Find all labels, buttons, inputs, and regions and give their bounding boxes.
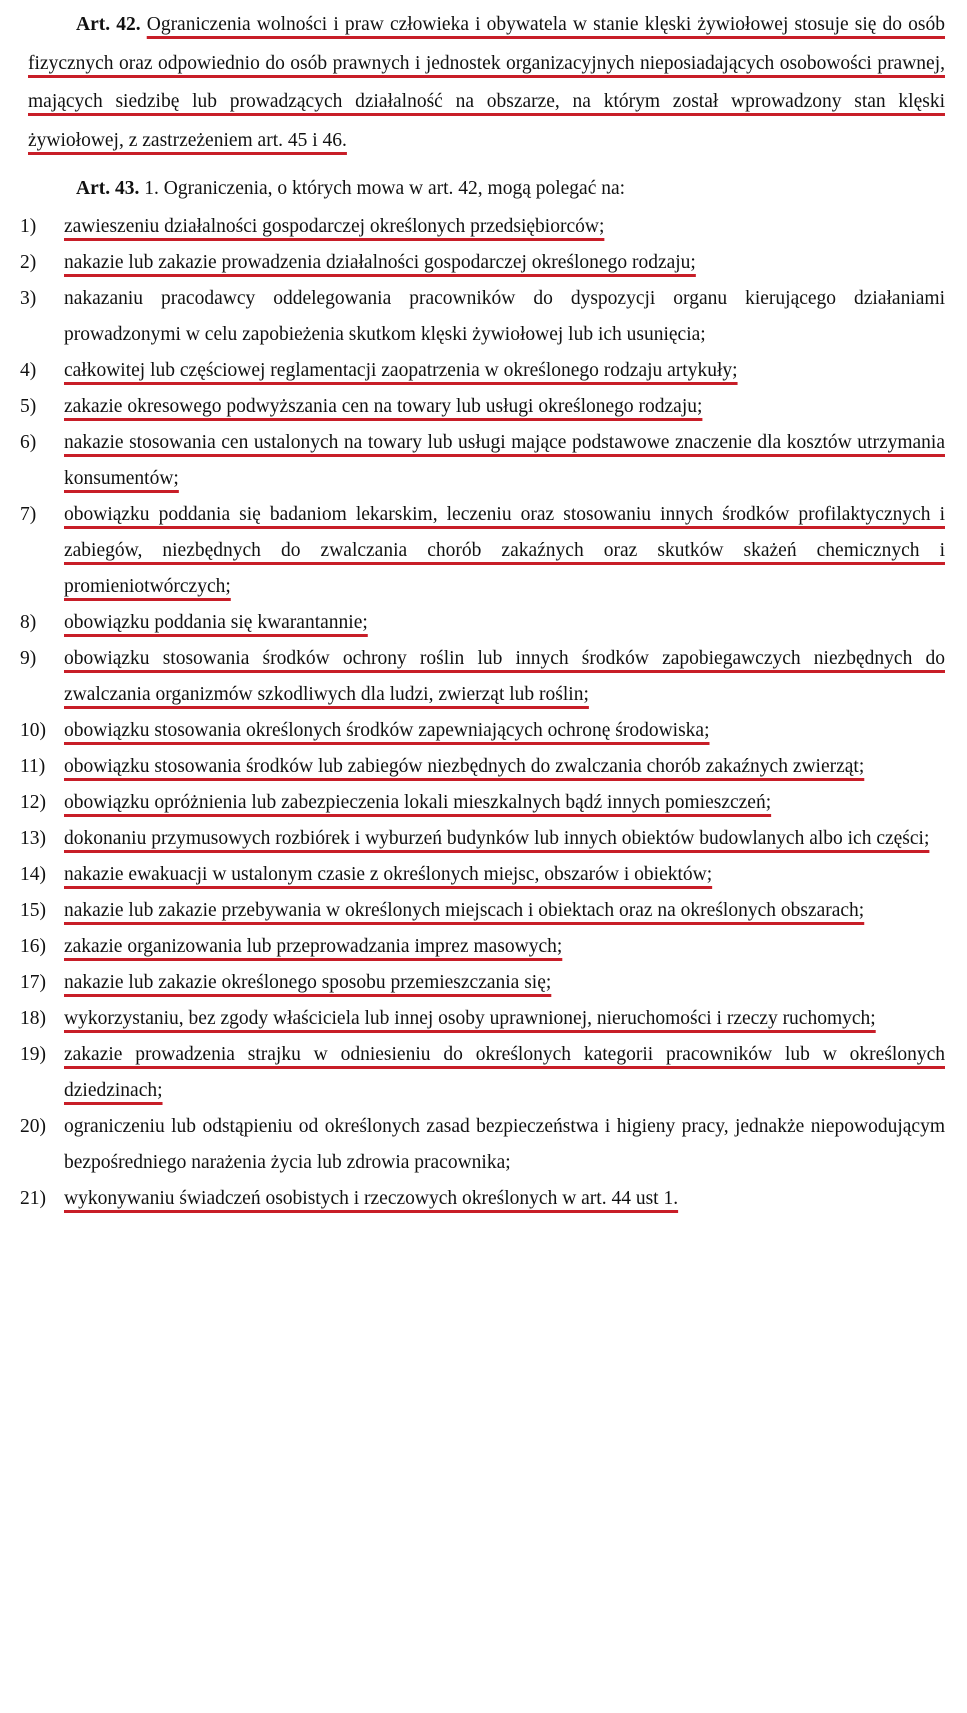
item-text: zakazie prowadzenia strajku w odniesieniu do określonych kategorii pracowników lub w określonych dziedzinach;	[64, 1043, 945, 1101]
item-number: 11)	[20, 755, 46, 777]
item-text: zawieszeniu działalności gospodarczej określonych przedsiębiorców;	[64, 215, 605, 237]
item-text: obowiązku poddania się kwarantannie;	[64, 611, 368, 633]
article-42-heading: Art. 42.	[76, 14, 141, 35]
item-text: wykonywaniu świadczeń osobistych i rzeczowych określonych w art. 44 ust 1.	[64, 1187, 679, 1209]
item-number: 9)	[20, 647, 37, 669]
item-number: 8)	[20, 611, 37, 633]
restrictions-list	[20, 209, 945, 1217]
list-item	[20, 353, 945, 389]
list-item	[20, 1109, 945, 1181]
item-text: nakazaniu pracodawcy oddelegowania pracowników do dyspozycji organu kierującego działaniami prowadzonymi w celu zapobieżenia skutkom klęski żywiołowej lub ich usunięcia;	[64, 287, 945, 345]
item-text: ograniczeniu lub odstąpieniu od określonych zasad bezpieczeństwa i higieny pracy, jednakże niepowodującym bezpośredniego narażenia życia lub zdrowia pracownika;	[64, 1115, 945, 1173]
article-43-heading: Art. 43.	[76, 178, 140, 199]
list-item	[20, 785, 945, 821]
item-text: obowiązku stosowania środków ochrony roślin lub innych środków zapobiegawczych niezbędnych do zwalczania organizmów szkodliwych dla ludzi, zwierząt lub roślin;	[64, 647, 945, 705]
list-item	[20, 713, 945, 749]
item-text: obowiązku stosowania środków lub zabiegów niezbędnych do zwalczania chorób zakaźnych zwierząt;	[64, 755, 865, 777]
item-number: 10)	[20, 719, 46, 741]
list-item	[20, 389, 945, 425]
list-item	[20, 1001, 945, 1037]
item-number: 1)	[20, 215, 37, 237]
list-item	[20, 245, 945, 281]
item-text: nakazie stosowania cen ustalonych na towary lub usługi mające podstawowe znaczenie dla kosztów utrzymania konsumentów;	[64, 431, 945, 489]
item-number: 5)	[20, 395, 37, 417]
item-number: 7)	[20, 503, 37, 525]
item-text: nakazie lub zakazie przebywania w określonych miejscach i obiektach oraz na określonych obszarach;	[64, 899, 865, 921]
item-number: 21)	[20, 1187, 46, 1209]
list-item	[20, 425, 945, 497]
article-43-intro-text: 1. Ograniczenia, o których mowa w art. 42, mogą polegać na:	[144, 178, 626, 199]
item-text: nakazie lub zakazie prowadzenia działalności gospodarczej określonego rodzaju;	[64, 251, 696, 273]
item-number: 16)	[20, 935, 46, 957]
list-item	[20, 1037, 945, 1109]
item-text: dokonaniu przymusowych rozbiórek i wyburzeń budynków lub innych obiektów budowlanych albo ich części;	[64, 827, 930, 849]
item-number: 3)	[20, 287, 37, 309]
item-number: 12)	[20, 791, 46, 813]
list-item	[20, 605, 945, 641]
item-text: obowiązku poddania się badaniom lekarskim, leczeniu oraz stosowaniu innych środków profilaktycznych i zabiegów, niezbędnych do zwalczania chorób zakaźnych oraz skutków skażeń chemicznych i promieniotwórczych;	[64, 503, 945, 597]
item-number: 20)	[20, 1115, 46, 1137]
article-42-text: Ograniczenia wolności i praw człowieka i obywatela w stanie klęski żywiołowej stosuje się do osób fizycznych oraz odpowiednio do osób prawnych i jednostek organizacyjnych nieposiadających osobowości prawnej, mających siedzibę lub prowadzących działalność na obszarze, na którym został wprowadzony stan klęski żywiołowej, z zastrzeżeniem art. 45 i 46.	[28, 14, 946, 151]
list-item	[20, 965, 945, 1001]
item-number: 15)	[20, 899, 46, 921]
item-number: 14)	[20, 863, 46, 885]
item-number: 6)	[20, 431, 37, 453]
item-number: 17)	[20, 971, 46, 993]
list-item	[20, 281, 945, 353]
list-item	[20, 821, 945, 857]
item-text: nakazie lub zakazie określonego sposobu przemieszczania się;	[64, 971, 552, 993]
item-number: 18)	[20, 1007, 46, 1029]
article-43-intro	[28, 170, 945, 209]
list-item	[20, 641, 945, 713]
article-42	[28, 6, 945, 160]
item-text: całkowitej lub częściowej reglamentacji zaopatrzenia w określonego rodzaju artykuły;	[64, 359, 738, 381]
item-text: zakazie okresowego podwyższania cen na towary lub usługi określonego rodzaju;	[64, 395, 703, 417]
item-text: obowiązku stosowania określonych środków zapewniających ochronę środowiska;	[64, 719, 710, 741]
item-text: zakazie organizowania lub przeprowadzania imprez masowych;	[64, 935, 563, 957]
list-item	[20, 893, 945, 929]
list-item	[20, 929, 945, 965]
item-text: wykorzystaniu, bez zgody właściciela lub innej osoby uprawnionej, nieruchomości i rzeczy ruchomych;	[64, 1007, 876, 1029]
item-text: nakazie ewakuacji w ustalonym czasie z określonych miejsc, obszarów i obiektów;	[64, 863, 713, 885]
item-number: 2)	[20, 251, 37, 273]
list-item	[20, 497, 945, 605]
list-item	[20, 749, 945, 785]
item-number: 13)	[20, 827, 46, 849]
item-number: 19)	[20, 1043, 46, 1065]
list-item	[20, 209, 945, 245]
item-text: obowiązku opróżnienia lub zabezpieczenia lokali mieszkalnych bądź innych pomieszczeń;	[64, 791, 772, 813]
list-item	[20, 857, 945, 893]
item-number: 4)	[20, 359, 37, 381]
list-item	[20, 1181, 945, 1217]
